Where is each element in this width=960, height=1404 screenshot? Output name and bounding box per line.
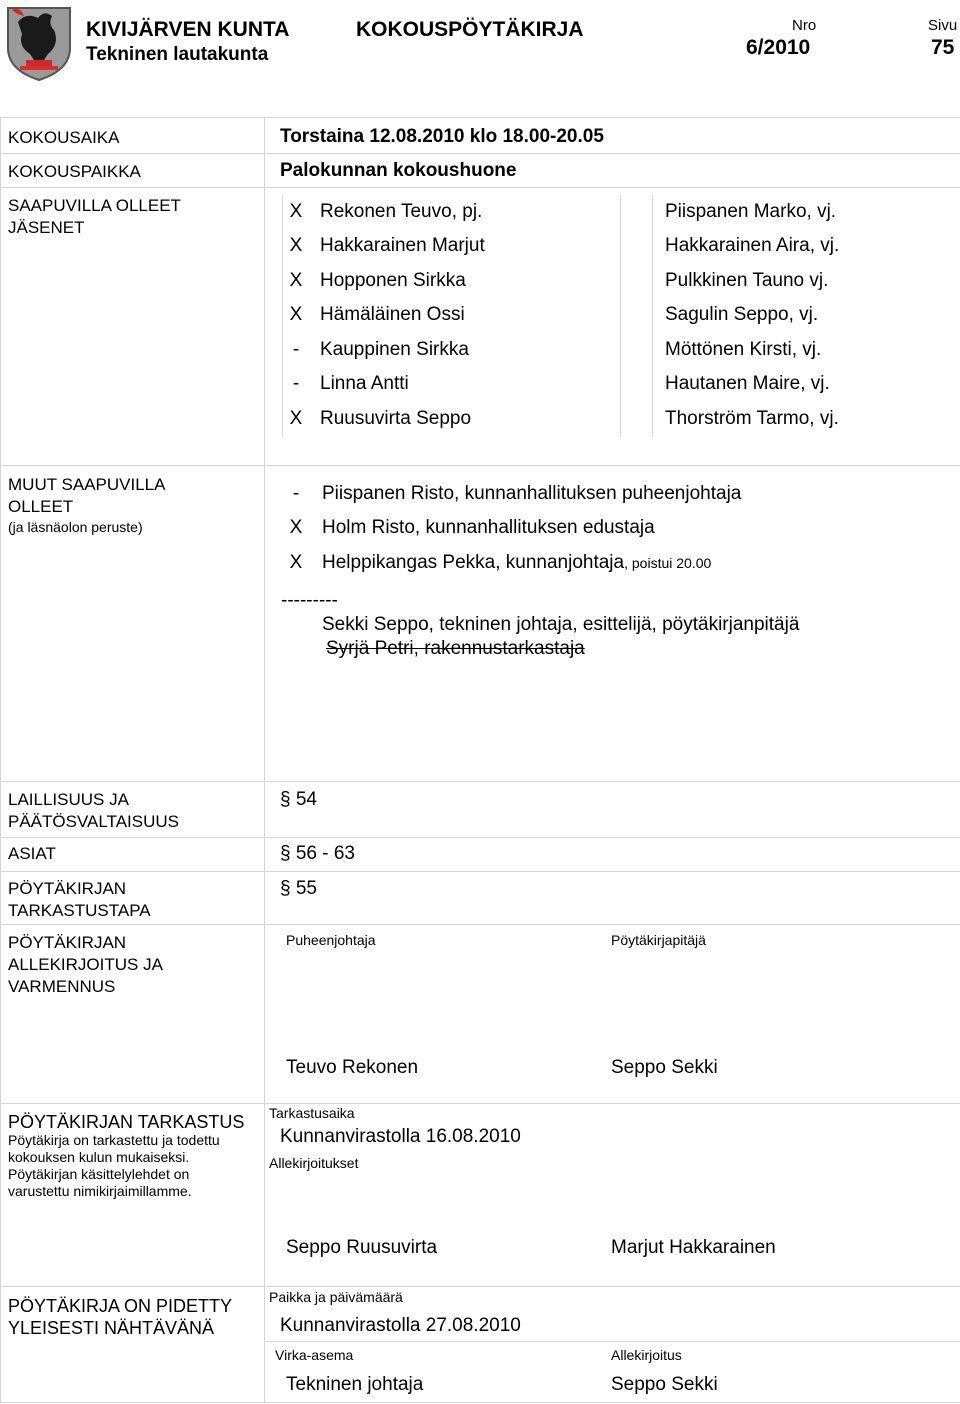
signatures-label-line3: VARMENNUS xyxy=(8,977,116,996)
review-label: PÖYTÄKIRJAN TARKASTUS xyxy=(8,1112,245,1132)
other-person: Piispanen Risto, kunnanhallituksen puheenjohtaja xyxy=(322,483,742,504)
struck-line: Syrjä Petri, rakennustarkastaja xyxy=(326,638,585,659)
deputy-name: Sagulin Seppo, vj. xyxy=(665,304,819,325)
signer-1: Seppo Ruusuvirta xyxy=(286,1237,438,1258)
legality-label-line2: PÄÄTÖSVALTAISUUS xyxy=(8,812,179,831)
member-mark: X xyxy=(289,235,303,256)
chair-label: Puheenjohtaja xyxy=(286,932,376,948)
deputy-name: Hakkarainen Aira, vj. xyxy=(665,235,840,256)
members-label-line1: SAAPUVILLA OLLEET xyxy=(8,196,181,215)
review-note-line3: Pöytäkirjan käsittelylehdet on xyxy=(8,1166,190,1182)
display-label-line1: PÖYTÄKIRJA ON PIDETTY xyxy=(8,1296,233,1316)
signatures-label-line1: PÖYTÄKIRJAN xyxy=(8,933,127,952)
member-mark: X xyxy=(289,270,303,291)
board-name: Tekninen lautakunta xyxy=(86,44,269,65)
keeper-label: Pöytäkirjapitäjä xyxy=(611,932,706,948)
review-time-label: Tarkastusaika xyxy=(269,1105,355,1121)
deputy-name: Möttönen Kirsti, vj. xyxy=(665,339,822,360)
others-label-line1: MUUT SAAPUVILLA xyxy=(8,475,166,494)
member-name: Rekonen Teuvo, pj. xyxy=(320,201,483,222)
review-method-section: § 55 xyxy=(280,878,317,899)
legality-section: § 54 xyxy=(280,789,317,810)
signatures-label xyxy=(8,932,163,998)
deputy-name: Piispanen Marko, vj. xyxy=(665,201,837,222)
meeting-time-label: KOKOUSAIKA xyxy=(8,128,120,147)
member-mark: - xyxy=(292,373,300,394)
review-note-line1: Pöytäkirja on tarkastettu ja todettu xyxy=(8,1132,220,1148)
crest-logo xyxy=(4,4,74,82)
meeting-time-value: Torstaina 12.08.2010 klo 18.00-20.05 xyxy=(280,126,604,147)
display-label xyxy=(8,1295,232,1339)
other-mark: X xyxy=(289,517,303,538)
meeting-place-label: KOKOUSPAIKKA xyxy=(8,162,141,181)
signer-2: Marjut Hakkarainen xyxy=(611,1237,776,1258)
signatures-label-line2: ALLEKIRJOITUS JA xyxy=(8,955,163,974)
separator-dashes: --------- xyxy=(281,590,338,611)
member-name: Hakkarainen Marjut xyxy=(320,235,485,256)
member-name: Kauppinen Sirkka xyxy=(320,339,469,360)
member-name: Linna Antti xyxy=(320,373,409,394)
others-label-line2: OLLEET xyxy=(8,497,74,516)
other-mark: X xyxy=(289,552,303,573)
members-label xyxy=(8,195,181,239)
nro-value: 6/2010 xyxy=(746,36,811,59)
deputy-name: Pulkkinen Tauno vj. xyxy=(665,270,829,291)
others-label xyxy=(8,474,165,536)
secretary-line: Sekki Seppo, tekninen johtaja, esittelijä, pöytäkirjanpitäjä xyxy=(322,614,800,635)
display-place-label: Paikka ja päivämäärä xyxy=(269,1289,403,1305)
other-person-suffix: , poistui 20.00 xyxy=(624,555,712,571)
sign-value: Seppo Sekki xyxy=(611,1374,718,1395)
review-method-label-line1: PÖYTÄKIRJAN xyxy=(8,879,127,898)
matters-label: ASIAT xyxy=(8,844,56,863)
review-note xyxy=(8,1132,220,1200)
other-person-text: Helppikangas Pekka, kunnanjohtaja xyxy=(322,552,625,573)
review-time-value: Kunnanvirastolla 16.08.2010 xyxy=(280,1126,521,1147)
member-name: Hämäläinen Ossi xyxy=(320,304,465,325)
review-note-line2: kokouksen kulun mukaiseksi. xyxy=(8,1149,190,1165)
deputy-name: Hautanen Maire, vj. xyxy=(665,373,830,394)
position-value: Tekninen johtaja xyxy=(286,1374,424,1395)
keeper-name: Seppo Sekki xyxy=(611,1057,718,1078)
other-person: Holm Risto, kunnanhallituksen edustaja xyxy=(322,517,655,538)
sivu-label: Sivu xyxy=(928,17,958,34)
members-label-line2: JÄSENET xyxy=(8,218,85,237)
other-person xyxy=(322,552,711,574)
meeting-place-value: Palokunnan kokoushuone xyxy=(280,160,517,181)
sivu-value: 75 xyxy=(931,36,955,59)
deputy-name: Thorström Tarmo, vj. xyxy=(665,408,839,429)
others-label-note: (ja läsnäolon peruste) xyxy=(8,519,143,535)
member-mark: X xyxy=(289,408,303,429)
review-method-label-line2: TARKASTUSTAPA xyxy=(8,901,151,920)
other-mark: - xyxy=(292,483,300,504)
legality-label xyxy=(8,789,179,833)
chair-name: Teuvo Rekonen xyxy=(286,1057,419,1078)
municipality-name: KIVIJÄRVEN KUNTA xyxy=(86,18,290,41)
position-label: Virka-asema xyxy=(275,1347,354,1363)
member-mark: - xyxy=(292,339,300,360)
legality-label-line1: LAILLISUUS JA xyxy=(8,790,129,809)
member-mark: X xyxy=(289,201,303,222)
review-method-label xyxy=(8,878,151,922)
display-label-line2: YLEISESTI NÄHTÄVÄNÄ xyxy=(8,1318,215,1338)
member-name: Ruusuvirta Seppo xyxy=(320,408,472,429)
review-note-line4: varustettu nimikirjaimillamme. xyxy=(8,1183,192,1199)
member-name: Hopponen Sirkka xyxy=(320,270,466,291)
member-mark: X xyxy=(289,304,303,325)
display-place-value: Kunnanvirastolla 27.08.2010 xyxy=(280,1315,521,1336)
sign-label: Allekirjoitus xyxy=(611,1347,682,1363)
document-type: KOKOUSPÖYTÄKIRJA xyxy=(356,18,584,41)
review-signatures-label: Allekirjoitukset xyxy=(269,1155,359,1171)
matters-section: § 56 - 63 xyxy=(280,843,355,864)
nro-label: Nro xyxy=(792,17,817,34)
